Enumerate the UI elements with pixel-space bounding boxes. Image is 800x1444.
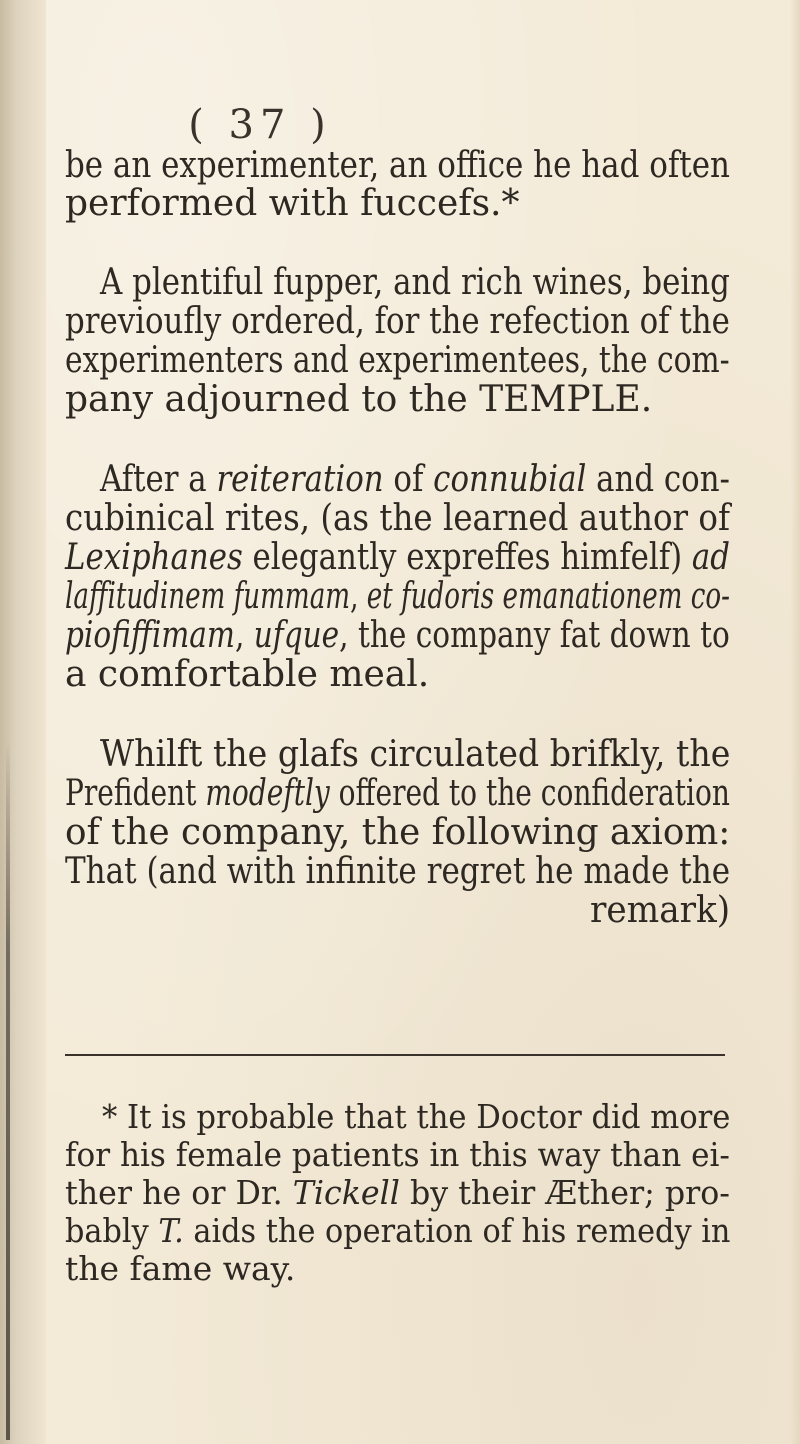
text-run: After a bbox=[100, 459, 217, 500]
italic-run: piofiffimam bbox=[65, 615, 235, 656]
footnote-line: the fame way. bbox=[65, 1249, 296, 1288]
italic-run: Lexiphanes bbox=[65, 537, 243, 578]
page-edge bbox=[790, 0, 800, 1444]
footnote-line bbox=[65, 1211, 731, 1250]
text-line: That (and with infinite regret he made the bbox=[65, 851, 731, 892]
text-run: elegantly expreffes himfelf) bbox=[242, 537, 692, 578]
text-run: Prefident bbox=[65, 773, 206, 814]
text-line: performed with fuccefs.* bbox=[65, 183, 520, 224]
page-number: ( 37 ) bbox=[188, 102, 332, 148]
binding-shadow bbox=[6, 740, 10, 1440]
text-line: previoufly ordered, for the refection of the bbox=[65, 301, 730, 342]
text-line: remark) bbox=[590, 890, 731, 931]
text-run: aids the operation of his remedy in bbox=[183, 1211, 731, 1250]
italic-run: T. bbox=[158, 1211, 184, 1250]
text-line: A plentiful fupper, and rich wines, being bbox=[100, 262, 730, 303]
text-run: and con- bbox=[586, 459, 730, 500]
text-run: of bbox=[383, 459, 434, 500]
text-run: offered to the confideration bbox=[329, 773, 730, 814]
text-run: bably bbox=[65, 1211, 159, 1250]
italic-run: connubial bbox=[433, 459, 587, 500]
italic-run: ad bbox=[691, 537, 731, 578]
text-line bbox=[65, 576, 730, 617]
text-run: by their Æther; pro- bbox=[399, 1173, 731, 1212]
text-line: be an experimenter, an office he had often bbox=[65, 145, 730, 186]
footnote-line: * It is probable that the Doctor did more bbox=[102, 1097, 731, 1136]
text-line bbox=[65, 537, 731, 578]
text-run: ther he or Dr. bbox=[65, 1173, 293, 1212]
italic-run: ufque bbox=[253, 615, 340, 656]
text-line bbox=[65, 615, 730, 656]
text-line bbox=[65, 773, 730, 814]
italic-run: laffitudinem fummam bbox=[65, 576, 351, 617]
text-line: a comfortable meal. bbox=[65, 654, 430, 695]
text-line bbox=[100, 459, 730, 500]
footnote-line bbox=[65, 1173, 731, 1212]
text-line: cubinical rites, (as the learned author of bbox=[65, 498, 730, 539]
text-run: , bbox=[350, 576, 367, 617]
text-run: , bbox=[234, 615, 254, 656]
footnote-rule bbox=[65, 1054, 725, 1056]
italic-run: reiteration bbox=[216, 459, 384, 500]
text-run: , the company fat down to bbox=[339, 615, 730, 656]
text-line: of the company, the following axiom: bbox=[65, 812, 731, 853]
italic-run: Tickell bbox=[292, 1173, 400, 1212]
text-line: pany adjourned to the TEMPLE. bbox=[65, 379, 653, 420]
italic-run: modeftly bbox=[205, 773, 330, 814]
text-line: experimenters and experimentees, the com- bbox=[65, 340, 730, 381]
text-line: Whilft the glafs circulated brifkly, the bbox=[100, 734, 731, 775]
footnote-line: for his female patients in this way than ei- bbox=[65, 1135, 730, 1174]
italic-run: et fudoris emanationem co- bbox=[366, 576, 730, 617]
